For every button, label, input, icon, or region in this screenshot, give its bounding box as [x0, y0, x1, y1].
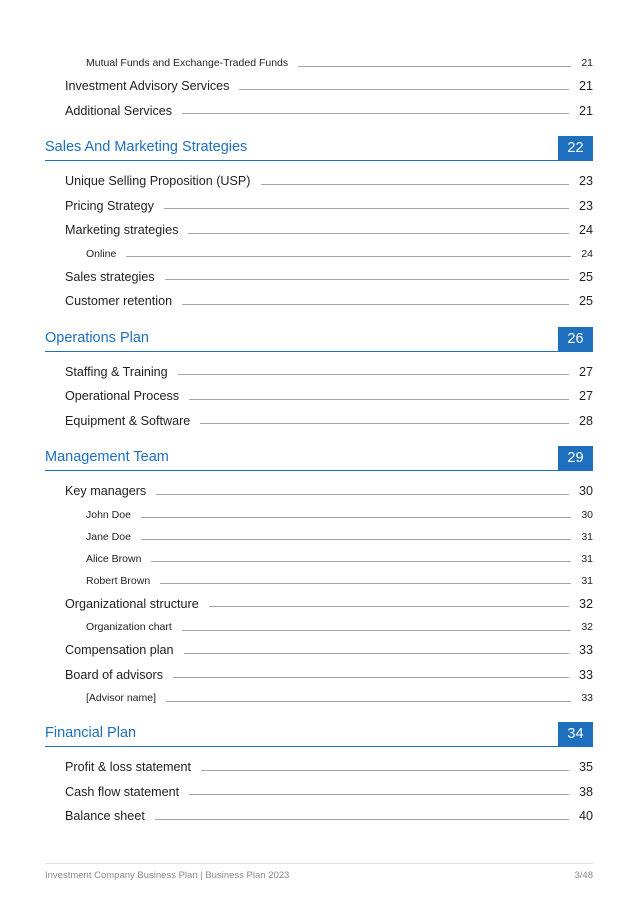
- toc-entry-label: Marketing strategies: [65, 223, 179, 238]
- toc-entry-page-number: 35: [578, 760, 593, 775]
- toc-entry-page-number: 33: [578, 667, 593, 682]
- toc-entry[interactable]: [45, 74, 593, 99]
- toc-entry-label: John Doe: [86, 508, 131, 521]
- toc-entry-label: Investment Advisory Services: [65, 79, 230, 94]
- toc-entry-label: Sales strategies: [65, 269, 155, 284]
- toc-subentry[interactable]: [45, 526, 593, 548]
- toc-entry-label: Staffing & Training: [65, 364, 168, 379]
- toc-leader-line: [141, 517, 571, 518]
- toc-entry[interactable]: [45, 360, 593, 385]
- toc-leader-line: [189, 794, 569, 795]
- toc-entry-label: Robert Brown: [86, 574, 151, 587]
- toc-subentry[interactable]: [45, 687, 593, 709]
- toc-entry-label: Equipment & Software: [65, 413, 191, 428]
- toc-entry-label: Pricing Strategy: [65, 198, 154, 213]
- toc-entry[interactable]: [45, 384, 593, 409]
- toc-entry-label: Mutual Funds and Exchange-Traded Funds: [86, 57, 289, 69]
- toc-leader-line: [126, 256, 571, 257]
- page-footer: [45, 863, 593, 881]
- toc-entry-label: Additional Services: [65, 103, 173, 118]
- toc-entry[interactable]: [45, 194, 593, 219]
- toc-leader-line: [261, 184, 569, 185]
- toc-entry-page-number: 23: [578, 198, 593, 213]
- toc-entry[interactable]: [45, 218, 593, 243]
- toc-section-page-badge: 26: [558, 327, 593, 351]
- toc-entry-label: Board of advisors: [65, 667, 164, 682]
- toc-entry-label: Customer retention: [65, 294, 173, 309]
- toc-subentry[interactable]: [45, 570, 593, 592]
- toc-entry-label: Cash flow statement: [65, 784, 180, 799]
- toc-entry[interactable]: [45, 804, 593, 829]
- toc-entry[interactable]: [45, 99, 593, 124]
- toc-leader-line: [239, 89, 569, 90]
- toc-entry-label: Unique Selling Proposition (USP): [65, 174, 251, 189]
- toc-entry-page-number: 25: [578, 294, 593, 309]
- toc-entry-page-number: 21: [578, 103, 593, 118]
- toc-section-title: Operations Plan: [45, 329, 149, 346]
- toc-leader-line: [165, 279, 569, 280]
- toc-leader-line: [164, 208, 569, 209]
- toc-entry-page-number: 30: [578, 484, 593, 499]
- footer-page-number: 3/48: [574, 870, 593, 881]
- toc-entry-page-number: 31: [581, 574, 593, 587]
- toc-entry-label: Key managers: [65, 484, 147, 499]
- toc-leader-line: [151, 561, 571, 562]
- toc-leader-line: [141, 539, 571, 540]
- toc-subentry[interactable]: [45, 616, 593, 638]
- toc-entry[interactable]: [45, 289, 593, 314]
- footer-document-title: Investment Company Business Plan | Business Plan 2023: [45, 870, 290, 881]
- toc-leader-line: [155, 819, 569, 820]
- toc-entry-page-number: 24: [581, 247, 593, 260]
- toc-subentry[interactable]: [45, 504, 593, 526]
- toc-leader-line: [189, 399, 569, 400]
- toc-entry-page-number: 32: [581, 621, 593, 633]
- toc-entry[interactable]: [45, 479, 593, 504]
- toc-leader-line: [160, 583, 571, 584]
- toc-entry-page-number: 27: [578, 364, 593, 379]
- toc-entry-page-number: 23: [578, 174, 593, 189]
- toc-entry-label: Balance sheet: [65, 809, 145, 824]
- toc-section-heading[interactable]: [45, 135, 593, 161]
- toc-entry[interactable]: [45, 265, 593, 290]
- toc-section-heading[interactable]: [45, 445, 593, 471]
- toc-entry-label: Alice Brown: [86, 552, 142, 565]
- toc-leader-line: [184, 653, 569, 654]
- toc-entry[interactable]: [45, 409, 593, 434]
- toc-subentry[interactable]: [45, 243, 593, 265]
- toc-entry-page-number: 38: [578, 784, 593, 799]
- toc-entry-page-number: 21: [578, 79, 593, 94]
- toc-entry-page-number: 21: [581, 57, 593, 69]
- toc-leader-line: [182, 304, 569, 305]
- toc-entry[interactable]: [45, 780, 593, 805]
- toc-entry-page-number: 33: [578, 643, 593, 658]
- toc-entry-label: Organizational structure: [65, 596, 199, 611]
- toc-section-title: Financial Plan: [45, 725, 137, 741]
- toc-leader-line: [178, 374, 569, 375]
- toc-leader-line: [201, 770, 569, 771]
- toc-entry[interactable]: [45, 663, 593, 688]
- toc-section-page-badge: 34: [558, 722, 593, 746]
- toc-leader-line: [182, 630, 572, 631]
- toc-entry-label: Online: [86, 247, 117, 260]
- toc-entry-page-number: 27: [578, 389, 593, 404]
- toc-entry-label: Jane Doe: [86, 530, 131, 543]
- toc-entry[interactable]: [45, 592, 593, 617]
- toc-entry-page-number: 31: [581, 552, 593, 565]
- toc-leader-line: [188, 233, 569, 234]
- toc-section-page-badge: 22: [558, 136, 593, 160]
- toc-entry-page-number: 33: [581, 692, 593, 704]
- toc-entry-page-number: 24: [578, 223, 593, 238]
- toc-leader-line: [209, 606, 569, 607]
- toc-leader-line: [182, 113, 569, 114]
- toc-entry-label: Organization chart: [86, 621, 172, 633]
- toc-entry-label: Compensation plan: [65, 643, 174, 658]
- toc-entry-page-number: 31: [581, 530, 593, 543]
- toc-section-title: Sales And Marketing Strategies: [45, 139, 248, 155]
- toc-entry-page-number: 40: [578, 809, 593, 824]
- table-of-contents: [45, 52, 593, 829]
- toc-entry[interactable]: [45, 638, 593, 663]
- toc-leader-line: [173, 677, 569, 678]
- toc-entry-label: Profit & loss statement: [65, 760, 191, 775]
- toc-leader-line: [156, 494, 569, 495]
- toc-leader-line: [200, 423, 569, 424]
- toc-section-heading[interactable]: [45, 721, 593, 747]
- toc-leader-line: [166, 701, 571, 702]
- toc-entry[interactable]: [45, 755, 593, 780]
- toc-section-title: Management Team: [45, 449, 169, 465]
- toc-section-heading[interactable]: [45, 326, 593, 352]
- toc-section-page-badge: 29: [558, 446, 593, 470]
- toc-entry-page-number: 32: [578, 596, 593, 611]
- toc-entry-label: [Advisor name]: [86, 692, 157, 704]
- toc-entry-page-number: 30: [581, 508, 593, 521]
- toc-entry-page-number: 28: [578, 413, 593, 428]
- toc-subentry[interactable]: [45, 52, 593, 74]
- toc-entry-label: Operational Process: [65, 389, 180, 404]
- toc-entry-page-number: 25: [578, 269, 593, 284]
- toc-subentry[interactable]: [45, 548, 593, 570]
- toc-leader-line: [298, 66, 571, 67]
- toc-entry[interactable]: [45, 169, 593, 194]
